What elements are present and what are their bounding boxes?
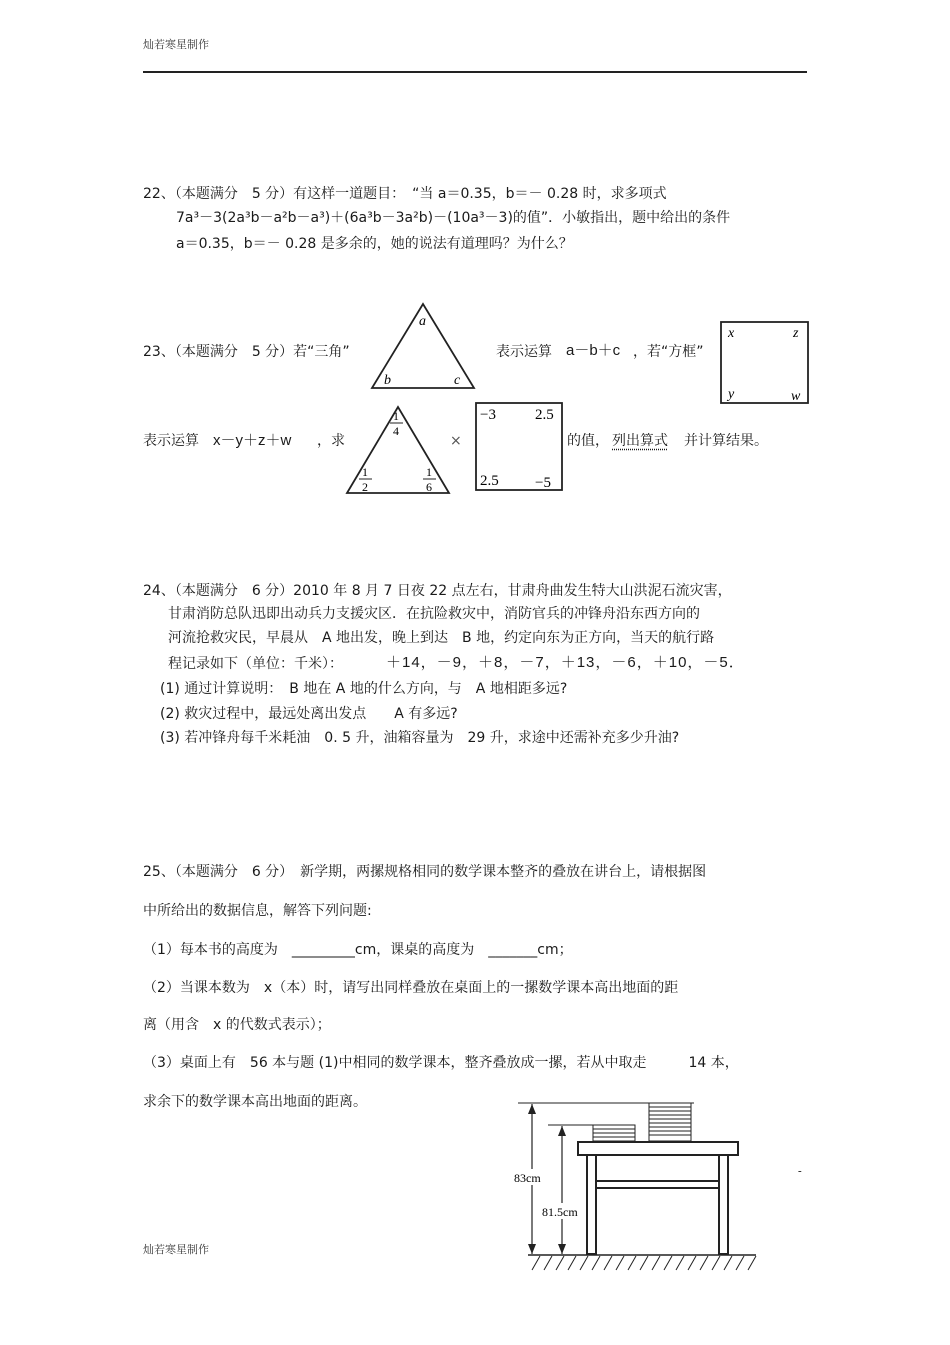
arrow-down-815 (558, 1244, 566, 1254)
label-83cm: 83cm (514, 1171, 541, 1185)
box-var-w: w (791, 389, 801, 404)
page-footer: 灿若寒星制作 (143, 1243, 209, 1256)
box-var-x: x (728, 326, 735, 341)
q25-line7: 求余下的数学课本高出地面的距离。 (143, 1094, 367, 1110)
header-rule (143, 71, 807, 73)
q25-line1: 25、（本题满分 6 分） 新学期，两摞规格相同的数学课本整齐的叠放在讲台上，请根据图 (143, 864, 707, 880)
arrow-up-83 (528, 1104, 536, 1114)
q22-line3: a＝0.35，b＝－ 0.28 是多余的，她的说法有道理吗？为什么？ (176, 236, 573, 252)
box-num-tl: −3 (480, 407, 496, 423)
box-numeric-figure (474, 401, 566, 493)
q24-line3: 河流抢救灾民，早晨从 A 地出发，晚上到达 B 地，约定向东为正方向，当天的航行路 (168, 630, 715, 646)
q24-line1: 24、（本题满分 6 分）2010 年 8 月 7 日夜 22 点左右，甘肃舟曲发生特大山洪泥石流灾害， (143, 583, 732, 599)
q25-line3: （1）每本书的高度为 _________cm，课桌的高度为 _______cm； (143, 942, 573, 958)
desk-crossbar (596, 1181, 719, 1188)
q24-sub3: (3) 若冲锋舟每千米耗油 0. 5 升，油箱容量为 29 升，求途中还需补充多少升油? (160, 730, 680, 746)
q23-op2-expr: x－y＋z＋w (213, 432, 292, 449)
q25-line4: （2）当课本数为 x（本）时，请写出同样叠放在桌面上的一摞数学课本高出地面的距 (143, 980, 679, 996)
tri-top-numerator: 1 (393, 409, 399, 423)
triangle-numeric-figure (344, 404, 452, 496)
q23-op1-expr: a－b＋c (566, 342, 621, 359)
page-header: 灿若寒星制作 (143, 38, 209, 51)
triangle-operator-figure (368, 300, 478, 392)
figure-mark: - (798, 1165, 802, 1177)
q23-op1-tail: ，若“方框” (633, 344, 704, 360)
label-81.5cm: 81.5cm (542, 1205, 578, 1219)
box-var-y: y (728, 387, 735, 402)
triangle-var-b: b (384, 373, 391, 388)
q22-line2: 7a³－3(2a³b－a²b－a³)＋(6a³b－3a²b)－(10a³－3)的值”．小敏指出，题中给出的条件 (176, 210, 731, 226)
q23-op2-tail: ，求 (317, 433, 345, 449)
desk-leg-right (719, 1155, 728, 1254)
q24-line2: 甘肃消防总队迅即出动兵力支援灾区．在抗险救灾中，消防官兵的冲锋舟沿东西方向的 (168, 606, 700, 622)
arrow-down-83 (528, 1244, 536, 1254)
q23-tail-b: 列出算式 (612, 433, 668, 449)
box-num-tr: 2.5 (535, 407, 554, 423)
ground-hatching (532, 1256, 756, 1270)
desk-top (578, 1142, 738, 1155)
q24-sub2: (2) 救灾过程中，最远处离出发点 A 有多远? (160, 706, 458, 722)
arrow-up-815 (558, 1126, 566, 1136)
times-sign: × (450, 433, 462, 449)
desk-leg-left (587, 1155, 596, 1254)
q23-tail-c: 并计算结果。 (684, 433, 768, 449)
q23-op1-text: 表示运算 (496, 344, 552, 360)
q23-intro: 23、（本题满分 5 分）若“三角” (143, 344, 350, 360)
box-var-z: z (793, 326, 799, 341)
q22-line1: 22、（本题满分 5 分）有这样一道题目： “当 a＝0.35，b＝－ 0.28 时，求多项式 (143, 186, 667, 202)
q24-sub1: (1) 通过计算说明： B 地在 A 地的什么方向，与 A 地相距多远? (160, 681, 568, 697)
tri-left-numerator: 1 (362, 465, 368, 479)
tri-right-numerator: 1 (426, 465, 432, 479)
box-num-br: −5 (535, 475, 551, 491)
q25-line2: 中所给出的数据信息，解答下列问题: (143, 903, 372, 919)
desk-books-figure (510, 1098, 810, 1276)
tri-top-denominator: 4 (393, 424, 399, 438)
q25-line5: 离（用含 x 的代数式表示）； (143, 1017, 331, 1033)
q23-op2-text: 表示运算 (143, 433, 199, 449)
triangle-var-c: c (454, 373, 461, 388)
box-operator-figure (719, 320, 811, 406)
tri-left-denominator: 2 (362, 480, 368, 494)
triangle-var-a: a (419, 314, 426, 329)
q23-tail-a: 的值， (567, 433, 609, 449)
q24-line4-text: 程记录如下（单位：千米）： (168, 656, 343, 672)
q24-line4-values: ＋14，－9，＋8，－7，＋13，－6，＋10，－5． (386, 654, 745, 671)
tri-right-denominator: 6 (426, 480, 432, 494)
box-num-bl: 2.5 (480, 473, 499, 489)
q25-line6: （3）桌面上有 56 本与题 (1)中相同的数学课本，整齐叠放成一摞，若从中取走 14 本， (143, 1055, 739, 1071)
